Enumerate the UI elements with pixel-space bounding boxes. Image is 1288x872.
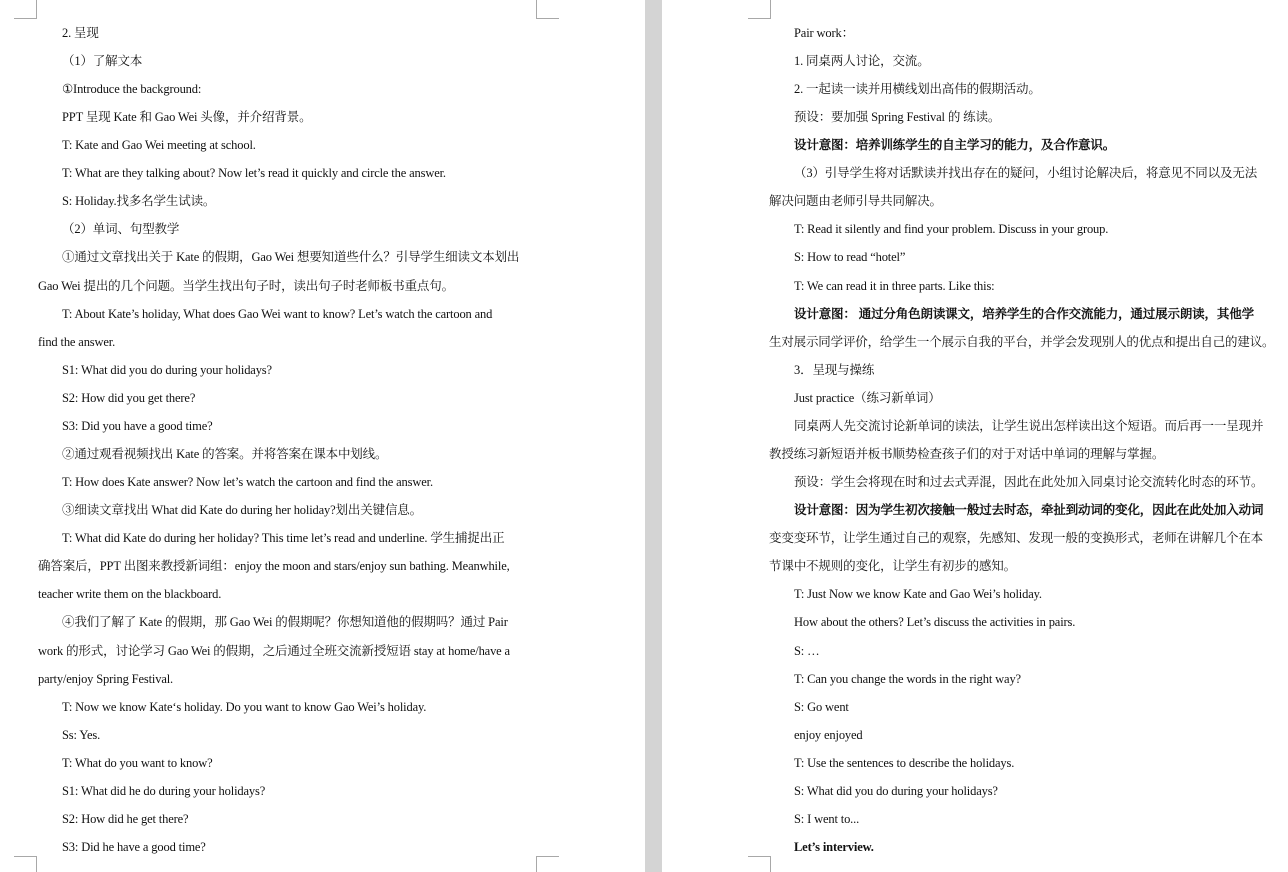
right-line: 预设：要加强 Spring Festival 的 练读。 — [794, 110, 1001, 124]
right-line: （3）引导学生将对话默读并找出存在的疑问，小组讨论解决后，将意见不同以及无法 — [794, 166, 1258, 180]
crop-mark-top-left — [748, 0, 771, 19]
right-line: Just practice（练习新单词） — [794, 391, 941, 405]
right-line: S: … — [794, 644, 820, 658]
left-line: find the answer. — [38, 335, 116, 349]
left-line: T: Kate and Gao Wei meeting at school. — [62, 138, 256, 152]
left-line: S1: What did you do during your holidays? — [62, 363, 272, 377]
right-line: 1. 同桌两人讨论，交流。 — [794, 54, 930, 68]
right-line: 生对展示同学评价，给学生一个展示自我的平台，并学会发现别人的优点和提出自己的建议。 — [769, 335, 1275, 349]
right-line: 节课中不规则的变化，让学生有初步的感知。 — [769, 559, 1017, 573]
left-line: （2）单词、句型教学 — [62, 222, 180, 236]
left-line: work 的形式，讨论学习 Gao Wei 的假期，之后通过全班交流新授短语 stay at home/have a — [38, 644, 510, 658]
right-line: 2. 一起读一读并用横线划出高伟的假期活动。 — [794, 82, 1041, 96]
right-line: S: How to read “hotel” — [794, 250, 906, 264]
left-line: 确答案后，PPT 出图来教授新词组：enjoy the moon and stars/enjoy sun bathing. Meanwhile, — [38, 559, 510, 573]
right-line: 解决问题由老师引导共同解决。 — [769, 194, 942, 208]
right-line: T: Just Now we know Kate and Gao Wei’s holiday. — [794, 587, 1042, 601]
left-line: S3: Did you have a good time? — [62, 419, 213, 433]
right-line: Pair work： — [794, 26, 854, 40]
crop-mark-top-left — [14, 0, 37, 19]
right-line: enjoy enjoyed — [794, 728, 863, 742]
left-line: 2. 呈现 — [62, 26, 99, 40]
right-line: T: Read it silently and find your problem. Discuss in your group. — [794, 222, 1109, 236]
crop-mark-bottom-right — [536, 856, 559, 872]
left-line: S1: What did he do during your holidays? — [62, 784, 266, 798]
right-line: 设计意图：培养训练学生的自主学习的能力，及合作意识。 — [794, 138, 1116, 152]
left-line: T: Now we know Kate‘s holiday. Do you want to know Gao Wei’s holiday. — [62, 700, 427, 714]
left-line: ②通过观看视频找出 Kate 的答案。并将答案在课本中划线。 — [62, 447, 388, 461]
left-line: ④我们了解了 Kate 的假期，那 Gao Wei 的假期呢？你想知道他的假期吗？通过 Pair — [62, 615, 508, 629]
crop-mark-top-right — [536, 0, 559, 19]
left-line: T: What do you want to know? — [62, 756, 213, 770]
left-line: （1）了解文本 — [62, 54, 143, 68]
right-line: S: What did you do during your holidays? — [794, 784, 998, 798]
right-line: 教授练习新短语并板书顺势检查孩子们的对于对话中单词的理解与掌握。 — [769, 447, 1165, 461]
right-line: 预设：学生会将现在时和过去式弄混，因此在此处加入同桌讨论交流转化时态的环节。 — [794, 475, 1264, 489]
left-line: ①通过文章找出关于 Kate 的假期，Gao Wei 想要知道些什么？引导学生细读文本划出 — [62, 250, 520, 264]
left-line: ①Introduce the background: — [62, 82, 202, 96]
crop-mark-bottom-left — [748, 856, 771, 872]
crop-mark-bottom-left — [14, 856, 37, 872]
right-line: 设计意图：因为学生初次接触一般过去时态，牵扯到动词的变化，因此在此处加入动词 — [794, 503, 1264, 517]
left-line: Ss: Yes. — [62, 728, 101, 742]
left-line: T: How does Kate answer? Now let’s watch the cartoon and find the answer. — [62, 475, 433, 489]
left-line: ③细读文章找出 What did Kate do during her holiday?划出关键信息。 — [62, 503, 423, 517]
page-gap — [645, 0, 662, 872]
left-line: teacher write them on the blackboard. — [38, 587, 222, 601]
left-line: S: Holiday.找多名学生试读。 — [62, 194, 216, 208]
right-line: S: Go went — [794, 700, 849, 714]
right-line: 同桌两人先交流讨论新单词的读法，让学生说出怎样读出这个短语。而后再一一呈现并 — [794, 419, 1264, 433]
right-line: 设计意图： 通过分角色朗读课文，培养学生的合作交流能力，通过展示朗读，其他学 — [794, 307, 1254, 321]
right-line: 3．呈现与操练 — [794, 363, 875, 377]
left-line: Gao Wei 提出的几个问题。当学生找出句子时，读出句子时老师板书重点句。 — [38, 279, 454, 293]
right-line: T: Can you change the words in the right way? — [794, 672, 1021, 686]
right-document-page — [662, 0, 1288, 872]
left-line: S2: How did he get there? — [62, 812, 189, 826]
left-line: T: What are they talking about? Now let’s read it quickly and circle the answer. — [62, 166, 446, 180]
left-line: PPT 呈现 Kate 和 Gao Wei 头像，并介绍背景。 — [62, 110, 312, 124]
right-line: Let’s interview. — [794, 840, 874, 854]
left-line: T: What did Kate do during her holiday? This time let’s read and underline. 学生捕捉出正 — [62, 531, 505, 545]
right-line: T: We can read it in three parts. Like this: — [794, 279, 995, 293]
right-line: T: Use the sentences to describe the holidays. — [794, 756, 1015, 770]
left-line: T: About Kate’s holiday, What does Gao Wei want to know? Let’s watch the cartoon and — [62, 307, 493, 321]
right-line: How about the others? Let’s discuss the activities in pairs. — [794, 615, 1076, 629]
left-line: S3: Did he have a good time? — [62, 840, 206, 854]
left-line: party/enjoy Spring Festival. — [38, 672, 174, 686]
right-line: S: I went to... — [794, 812, 860, 826]
left-line: S2: How did you get there? — [62, 391, 196, 405]
right-line: 变变变环节，让学生通过自己的观察，先感知、发现一般的变换形式，老师在讲解几个在本 — [769, 531, 1264, 545]
